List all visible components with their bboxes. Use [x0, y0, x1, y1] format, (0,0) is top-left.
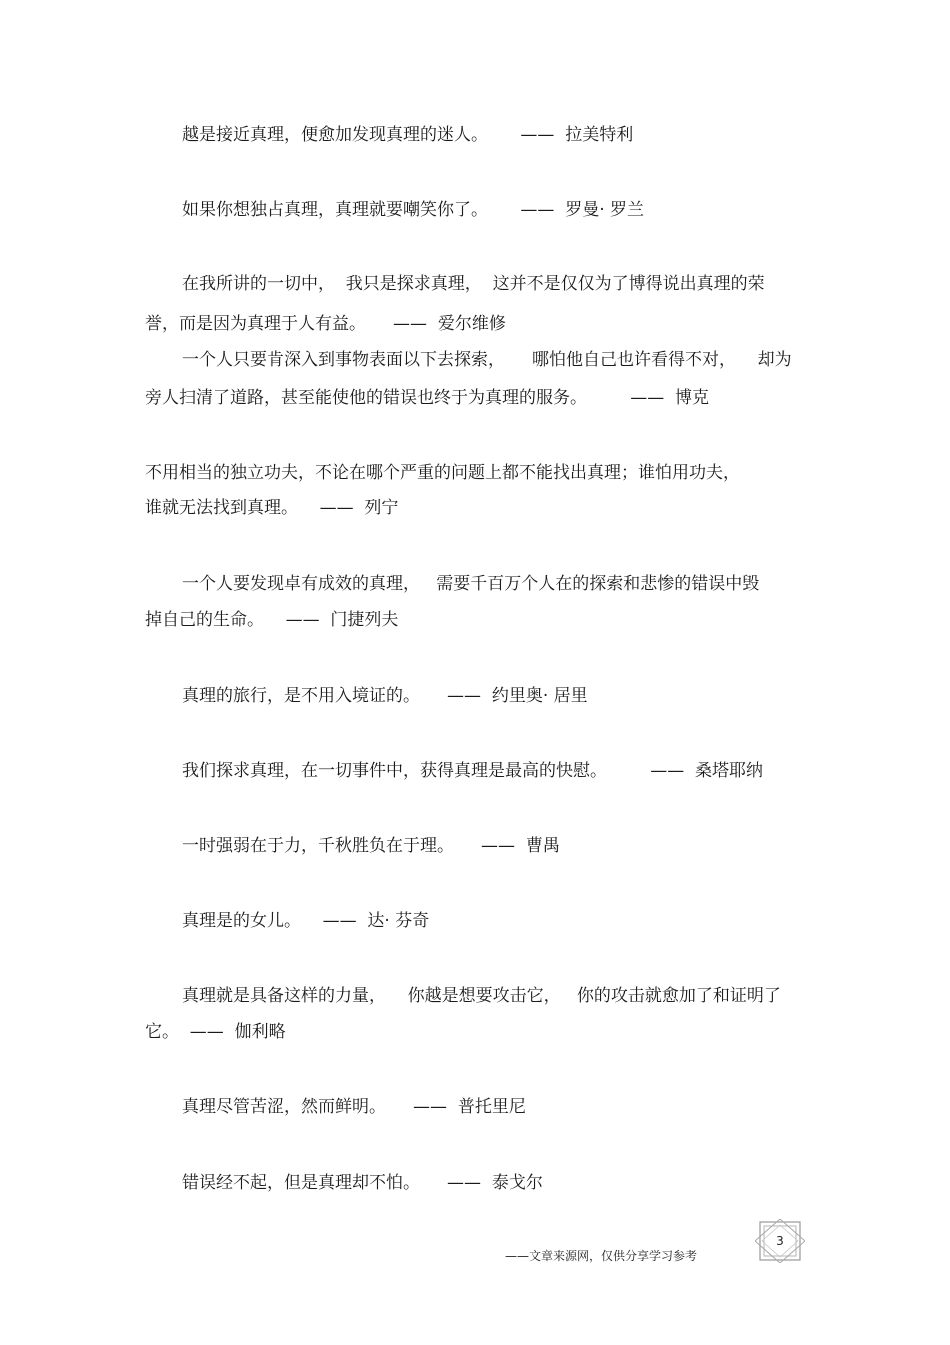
quote-line: 誉，而是因为真理于人有益。 —— 爱尔维修	[145, 314, 506, 334]
page-number: 3	[776, 1234, 784, 1248]
quote-line: 谁就无法找到真理。 —— 列宁	[145, 498, 399, 518]
quote-line: 不用相当的独立功夫，不论在哪个严重的问题上都不能找出真理；谁怕用功夫，	[145, 463, 740, 483]
quote-line: 一个人只要肯深入到事物表面以下去探索， 哪怕他自己也许看得不对， 却为	[182, 350, 792, 370]
quote-line: 在我所讲的一切中， 我只是探求真理， 这并不是仅仅为了博得说出真理的荣	[182, 274, 765, 294]
quote-line: 真理尽管苦涩，然而鲜明。 —— 普托里尼	[182, 1097, 526, 1117]
quote-line: 真理的旅行，是不用入境证的。 —— 约里奥· 居里	[182, 686, 588, 706]
page-number-badge	[755, 1219, 805, 1263]
quote-line: 我们探求真理，在一切事件中，获得真理是最高的快慰。 —— 桑塔耶纳	[182, 761, 764, 781]
source-note: ——文章来源网，仅供分享学习参考	[505, 1249, 698, 1263]
quote-line: 一个人要发现卓有成效的真理， 需要千百万个人在的探索和悲惨的错误中毁	[182, 574, 760, 594]
quote-line: 它。 —— 伽利略	[145, 1022, 286, 1042]
quote-line: 真理是的女儿。 —— 达· 芬奇	[182, 911, 430, 931]
quote-line: 错误经不起，但是真理却不怕。 —— 泰戈尔	[182, 1173, 543, 1193]
quote-line: 旁人扫清了道路，甚至能使他的错误也终于为真理的服务。 —— 博克	[145, 388, 710, 408]
quote-line: 如果你想独占真理，真理就要嘲笑你了。 —— 罗曼· 罗兰	[182, 200, 645, 220]
quote-line: 一时强弱在于力，千秋胜负在于理。 —— 曹禺	[182, 836, 560, 856]
quote-line: 掉自己的生命。 —— 门捷列夫	[145, 610, 399, 630]
quote-line: 真理就是具备这样的力量， 你越是想要攻击它， 你的攻击就愈加了和证明了	[182, 986, 781, 1006]
quote-line: 越是接近真理，便愈加发现真理的迷人。 —— 拉美特利	[182, 125, 634, 145]
